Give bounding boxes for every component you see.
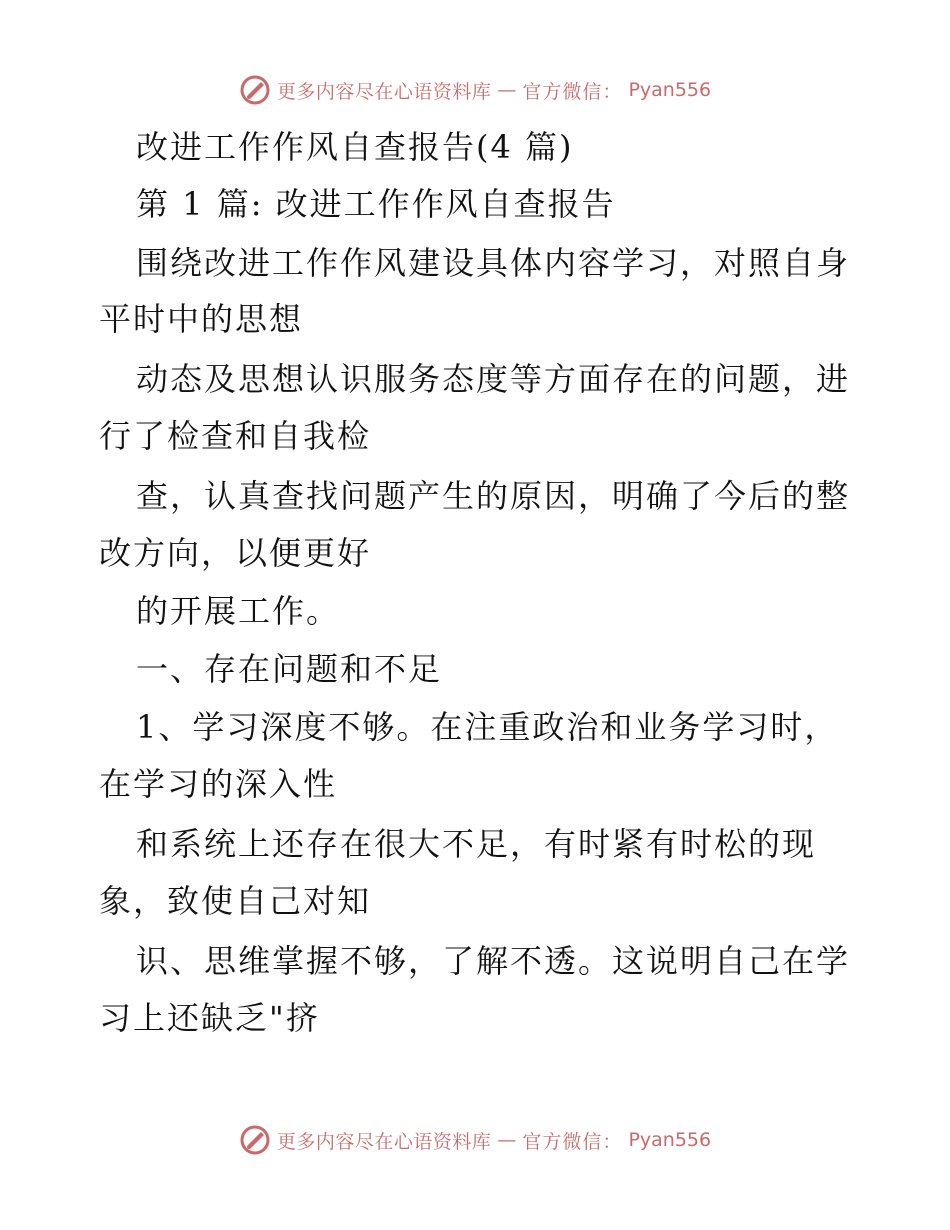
banner-brand-text: 更多内容尽在心语资料库 (276, 80, 492, 103)
banner-brand-text: 更多内容尽在心语资料库 (276, 1130, 492, 1153)
paragraph-line: 围绕改进工作作风建设具体内容学习，对照自身 (136, 244, 851, 282)
paragraph-line: 习上还缺乏"挤 (99, 999, 320, 1037)
banner-official-text: 官方微信： (522, 80, 623, 103)
banner-separator: — (497, 1129, 517, 1151)
paragraph-line: 和系统上还存在很大不足，有时紧有时松的现 (136, 825, 817, 863)
section-heading: 第 1 篇: 改进工作作风自查报告 (136, 185, 616, 223)
paragraph-line: 查，认真查找问题产生的原因，明确了今后的整 (136, 477, 851, 515)
paragraph-line: 识、思维掌握不够，了解不透。这说明自己在学 (136, 942, 851, 980)
paragraph-line: 平时中的思想 (99, 300, 304, 338)
footer-banner (0, 1124, 950, 1156)
brand-logo-icon (239, 74, 271, 106)
paragraph-line: 1、学习深度不够。在注重政治和业务学习时， (136, 708, 839, 746)
paragraph-line: 在学习的深入性 (99, 765, 338, 803)
document-title: 改进工作作风自查报告(4 篇) (136, 128, 574, 166)
paragraph-line: 行了检查和自我检 (99, 417, 372, 455)
banner-separator: — (497, 79, 517, 101)
brand-logo-icon (239, 1124, 271, 1156)
banner-official-text: 官方微信： (522, 1130, 623, 1153)
paragraph-line: 改方向，以便更好 (99, 534, 372, 572)
section-subheading: 一、存在问题和不足 (136, 650, 443, 688)
paragraph-line: 象，致使自己对知 (99, 882, 372, 920)
header-banner (0, 74, 950, 106)
paragraph-line: 动态及思想认识服务态度等方面存在的问题，进 (136, 360, 851, 398)
banner-wechat-id: Pyan556 (628, 1129, 712, 1151)
banner-wechat-id: Pyan556 (628, 79, 712, 101)
paragraph-line: 的开展工作。 (136, 592, 341, 630)
